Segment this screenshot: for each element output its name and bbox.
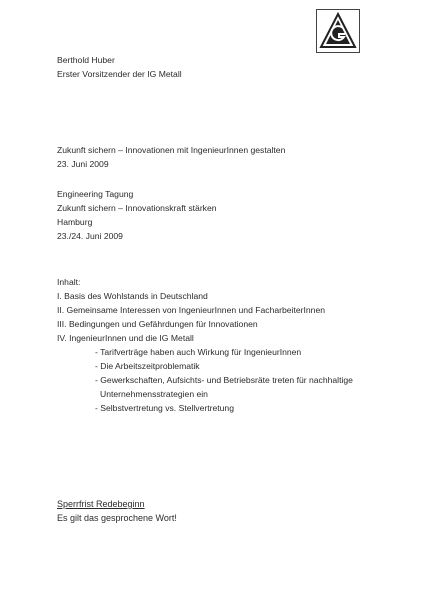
ig-metall-logo-icon <box>317 10 359 52</box>
event-subtitle: Zukunft sichern – Innovationskraft stärken <box>57 203 217 213</box>
ig-metall-logo <box>316 9 360 53</box>
table-of-contents <box>57 275 353 415</box>
toc-item: IV. IngenieurInnen und die IG Metall <box>57 333 194 343</box>
toc-subitem-continuation: Unternehmensstrategien ein <box>100 389 208 399</box>
author-block <box>57 53 182 81</box>
author-role: Erster Vorsitzender der IG Metall <box>57 69 182 79</box>
author-name: Berthold Huber <box>57 55 115 65</box>
toc-heading: Inhalt: <box>57 277 81 287</box>
event-city: Hamburg <box>57 217 93 227</box>
toc-subitem: - Tarifverträge haben auch Wirkung für IngenieurInnen <box>95 347 302 357</box>
toc-item: I. Basis des Wohlstands in Deutschland <box>57 291 208 301</box>
event-date: 23./24. Juni 2009 <box>57 231 123 241</box>
speech-date: 23. Juni 2009 <box>57 159 109 169</box>
speech-block <box>57 143 285 171</box>
spoken-word-note: Es gilt das gesprochene Wort! <box>57 513 177 523</box>
toc-item: III. Bedingungen und Gefährdungen für Innovationen <box>57 319 258 329</box>
speech-title: Zukunft sichern – Innovationen mit IngenieurInnen gestalten <box>57 145 286 155</box>
toc-subitem: - Gewerkschaften, Aufsichts- und Betriebsräte treten für nachhaltige <box>95 375 353 385</box>
footer-block <box>57 497 177 525</box>
event-block <box>57 187 217 243</box>
event-name: Engineering Tagung <box>57 189 134 199</box>
embargo-note: Sperrfrist Redebeginn <box>57 499 145 509</box>
toc-item: II. Gemeinsame Interessen von IngenieurInnen und FacharbeiterInnen <box>57 305 326 315</box>
toc-subitem: - Die Arbeitszeitproblematik <box>95 361 200 371</box>
toc-subitem: - Selbstvertretung vs. Stellvertretung <box>95 403 234 413</box>
